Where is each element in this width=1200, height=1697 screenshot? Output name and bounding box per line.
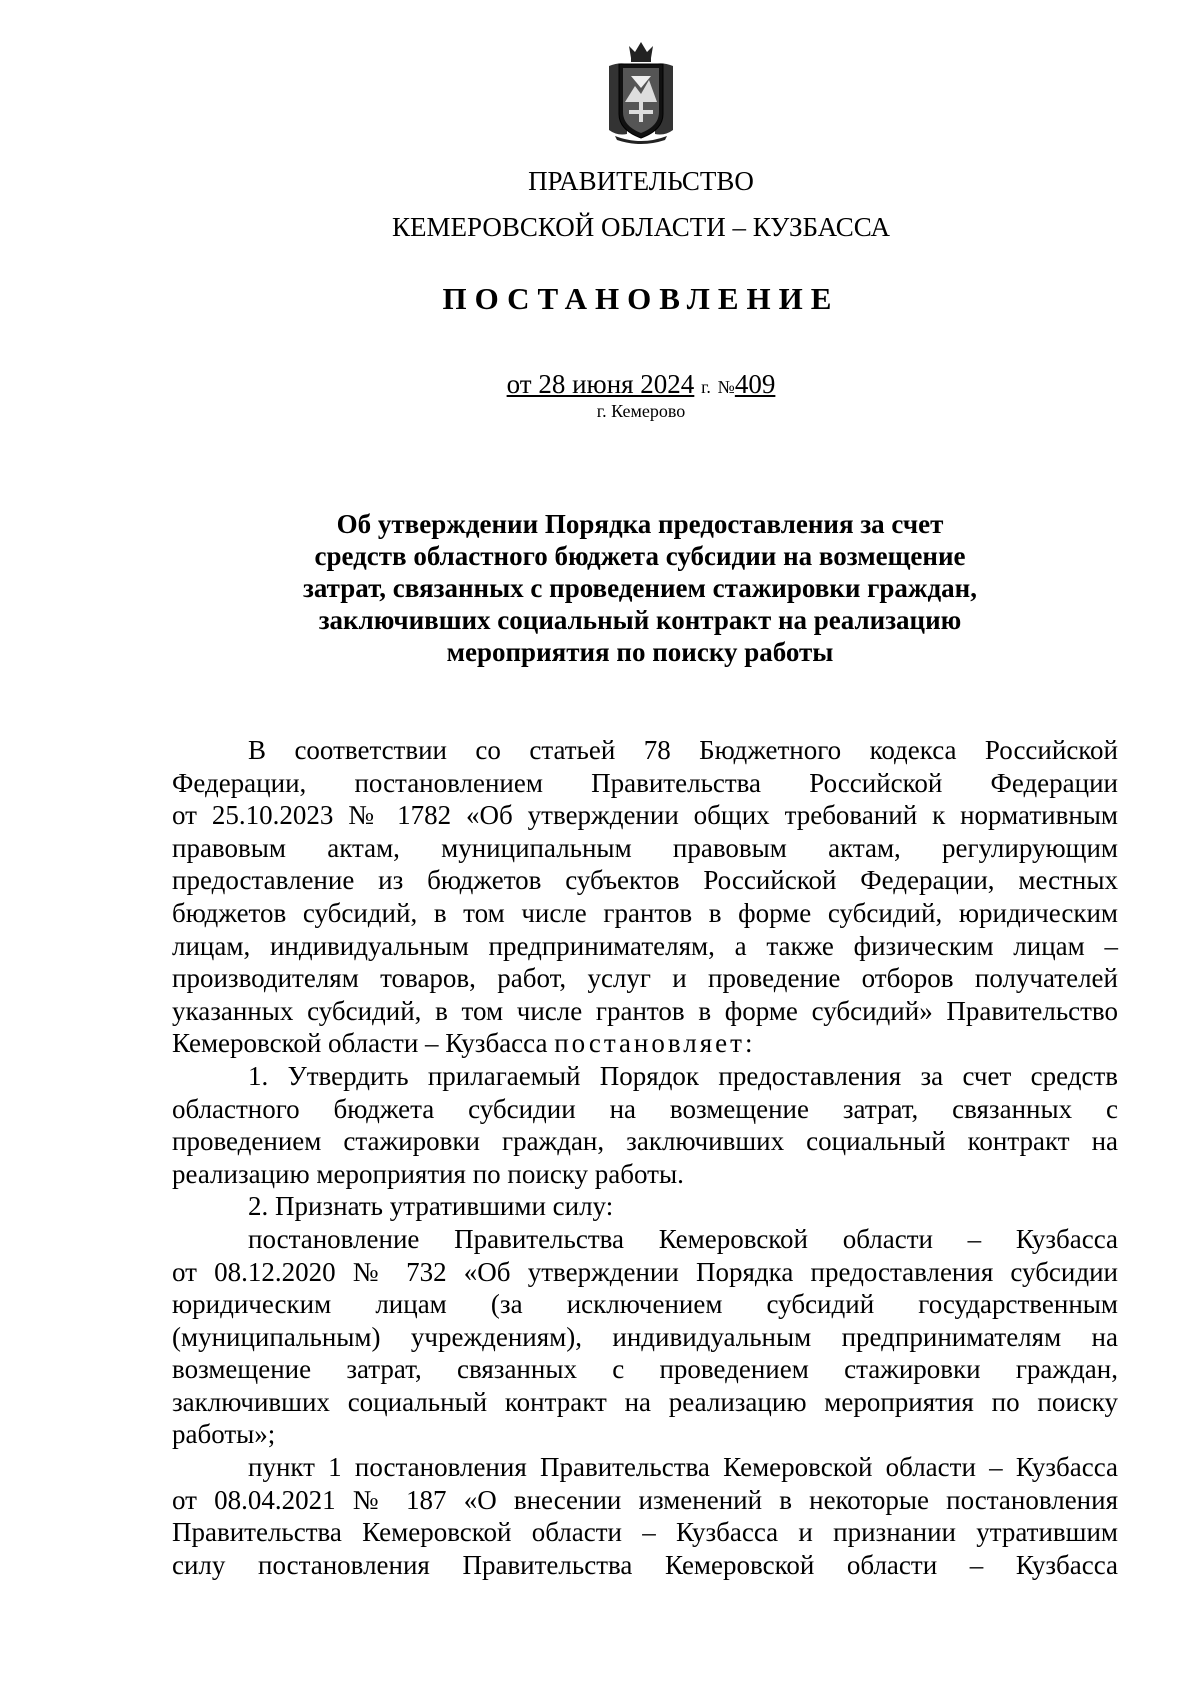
body-line: заключивших социальный контракт на реализацию мероприятия по поиску <box>172 1386 1118 1417</box>
body-line: Правительства Кемеровской области – Кузбасса и признании утратившим <box>172 1517 1118 1548</box>
body-line: областного бюджета субсидии на возмещение затрат, связанных с <box>172 1093 1118 1124</box>
body-line: В соответствии со статьей 78 Бюджетного кодекса Российской <box>248 735 1118 765</box>
title-line: Об утверждении Порядка предоставления за счет <box>336 509 944 539</box>
body-line: от 08.12.2020 № 732 «Об утверждении Порядка предоставления субсидии <box>172 1256 1118 1287</box>
document-date: от 28 июня 2024 <box>506 369 695 399</box>
body-line: возмещение затрат, связанных с проведением стажировки граждан, <box>172 1354 1118 1385</box>
body-line: бюджетов субсидий, в том числе грантов в форме субсидий, юридическим <box>172 897 1118 928</box>
document-type-heading: ПОСТАНОВЛЕНИЕ <box>442 281 840 316</box>
government-title-line-1: ПРАВИТЕЛЬСТВО <box>528 166 754 196</box>
body-line: указанных субсидий, в том числе грантов в форме субсидий» Правительство <box>172 995 1118 1026</box>
government-title-line-2: КЕМЕРОВСКОЙ ОБЛАСТИ – КУЗБАССА <box>392 212 890 242</box>
body-line: силу постановления Правительства Кемеровской области – Кузбасса <box>172 1549 1118 1580</box>
number-sign: № <box>717 377 735 397</box>
body-line-text: Кемеровской области – Кузбасса <box>172 1028 548 1059</box>
body-line: юридическим лицам (за исключением субсидий государственным <box>172 1289 1118 1320</box>
document-date-number <box>0 368 1200 403</box>
document-body <box>172 734 1118 1581</box>
spaced-verb: постановляет: <box>554 1028 756 1059</box>
body-line: Федерации, постановлением Правительства Российской Федерации <box>172 767 1118 798</box>
title-line: средств областного бюджета субсидии на возмещение <box>314 541 966 571</box>
title-line: затрат, связанных с проведением стажировки граждан, <box>303 573 977 603</box>
body-line: лицам, индивидуальным предпринимателям, а также физическим лицам – <box>172 930 1118 961</box>
body-line: производителям товаров, работ, услуг и проведение отборов получателей <box>172 963 1118 994</box>
title-line: мероприятия по поиску работы <box>446 637 834 667</box>
date-year-suffix: г. <box>701 377 711 397</box>
document-title <box>250 508 1030 668</box>
body-line: от 08.04.2021 № 187 «О внесении изменений в некоторые постановления <box>172 1484 1118 1515</box>
body-line: (муниципальным) учреждениям), индивидуальным предпринимателям на <box>172 1321 1118 1352</box>
body-line: от 25.10.2023 № 1782 «Об утверждении общих требований к нормативным <box>172 800 1118 831</box>
body-line: реализацию мероприятия по поиску работы. <box>172 1158 684 1189</box>
title-line: заключивших социальный контракт на реализацию <box>318 605 962 635</box>
coat-of-arms-icon <box>605 40 677 144</box>
body-line: правовым актам, муниципальным правовым актам, регулирующим <box>172 832 1118 863</box>
body-line <box>172 1027 1118 1060</box>
body-line: 2. Признать утратившими силу: <box>248 1191 614 1222</box>
body-line: предоставление из бюджетов субъектов Российской Федерации, местных <box>172 865 1118 896</box>
body-line: 1. Утвердить прилагаемый Порядок предоставления за счет средств <box>248 1060 1118 1091</box>
body-line: пункт 1 постановления Правительства Кемеровской области – Кузбасса <box>248 1452 1118 1483</box>
body-line: проведением стажировки граждан, заключивших социальный контракт на <box>172 1126 1118 1157</box>
document-city: г. Кемерово <box>596 401 686 421</box>
document-number: 409 <box>734 369 776 399</box>
body-line: работы»; <box>172 1419 276 1450</box>
body-line: постановление Правительства Кемеровской области – Кузбасса <box>248 1223 1118 1254</box>
